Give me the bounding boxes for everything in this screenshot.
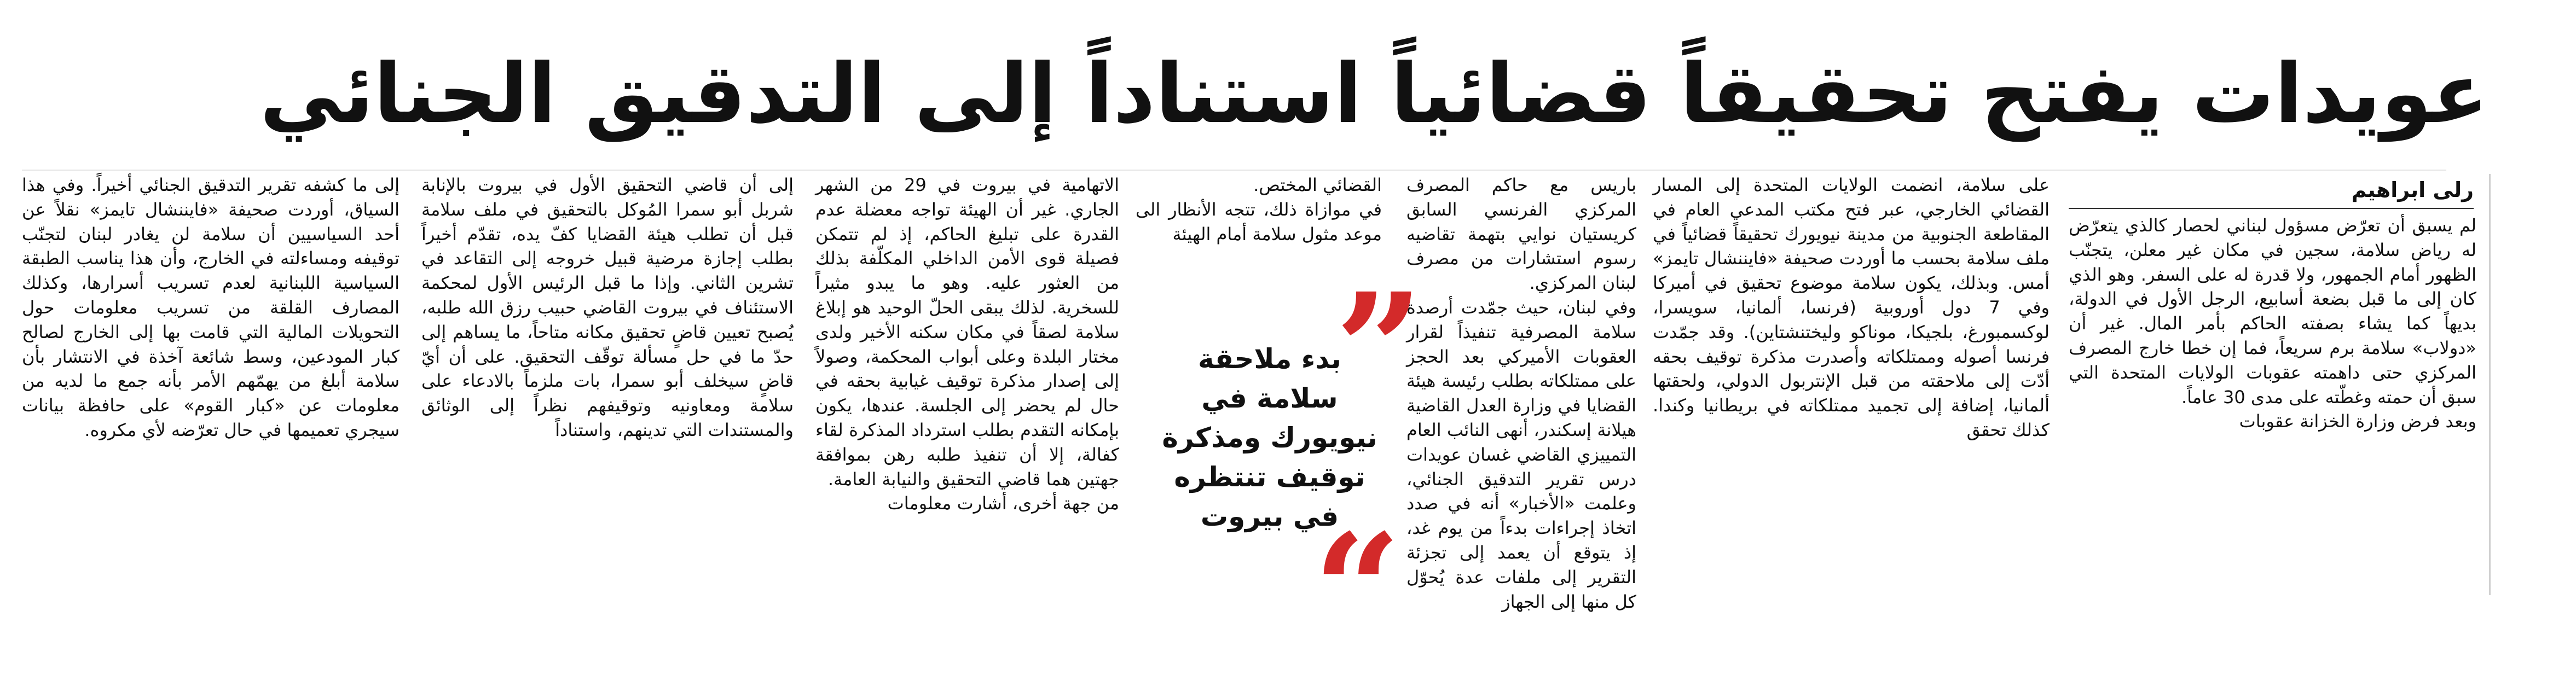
article-column-5: الاتهامية في بيروت في 29 من الشهر الجاري. غير أن الهيئة تواجه معضلة عدم القدرة على تبليغ الحاكم، إذ لم تتمكن فصيلة قوى الأمن الداخلي المكلّفة بذلك من العثور عليه. وهو ما يبدو مثيراً للسخرية. لذلك يبقى الحلّ الوحيد هو إبلاغ سلامة لصقاً في مكان سكنه الأخير ولدى مختار البلدة وعلى أبواب المحكمة، وصولاً إلى إصدار مذكرة توقيف غيابية بحقه في حال لم يحضر إلى الجلسة. عندها، يكون بإمكانه التقدم بطلب استرداد المذكرة لقاء كفالة، إلا أن تنفيذ طلبه رهن بموافقة جهتين هما قاضي التحقيق والنيابة العامة. من جهة أخرى، أشارت معلومات (815, 174, 1119, 514)
pull-quote: بدء ملاحقة سلامة في نيويورك ومذكرة توقيف تنتظره في بيروت (1162, 343, 1377, 532)
article-column-2: على سلامة، انضمت الولايات المتحدة إلى المسار القضائي الخارجي، عبر فتح مكتب المدعي العام في المقاطعة الجنوبية من مدينة نيويورك تحقيقاً قضائياً في ملف سلامة بحسب ما أوردت صحيفة «فايننشال تايمز» أمس. وبذلك، يكون سلامة موضوع تحقيق في أميركا وفي 7 دول أوروبية (فرنسا، ألمانيا، سويسرا، لوكسمبورغ، بلجيكا، موناكو وليختنشتاين). وقد جمّدت فرنسا أصوله وممتلكاته وأصدرت مذكرة توقيف بحقه أدّت إلى ملاحقته من قبل الإنتربول الدولي، ولحقتها ألمانيا، إضافة إلى تجميد ممتلكاته في بريطانيا وكندا. كذلك تحقق (1653, 174, 2050, 440)
article-column-1: لم يسبق أن تعرّض مسؤول لبناني لحصار كالذي يتعرّض له رياض سلامة، سجين في مكان غير معلن، يتجنّب الظهور أمام الجمهور، ولا قدرة له على السفر. وهو الذي كان إلى ما قبل بضعة أسابيع، الرجل الأول في الدولة، بديهاً كما يشاء بصفته الحاكم بأمر المال. غير أن «دولاب» سلامة برم سريعاً، فما إن خطا خارج المصرف المركزي حتى داهمته عقوبات الولايات المتحدة التي سبق أن حمته وغطّته على مدى 30 عاماً. وبعد فرض وزارة الخزانة عقوبات (2069, 215, 2476, 432)
article-column-3: باريس مع حاكم المصرف المركزي الفرنسي السابق كريستيان نوايي بتهمة تقاضيه رسوم استشارات من مصرف لبنان المركزي. وفي لبنان، حيث جمّدت أرصدة سلامة المصرفية تنفيذاً لقرار العقوبات الأميركي بعد الحجز على ممتلكاته بطلب رئيسة هيئة القضايا في وزارة العدل القاضية هيلانة إسكندر، أنهى النائب العام التمييزي القاضي غسان عويدات درس تقرير التدقيق الجنائي، وعلمت «الأخبار» أنه في صدد اتخاذ إجراءات بدءاً من يوم غد، إذ يتوقع أن يعمد إلى تجزئة التقرير إلى ملفات عدة يُحوّل كل منها إلى الجهاز (1406, 174, 1636, 612)
quote-close-icon: “ (1313, 501, 1402, 680)
byline-rule (2069, 208, 2474, 209)
quote-open-icon: ” (1335, 260, 1423, 440)
author-byline: رلى ابراهيم (2351, 178, 2474, 202)
vertical-divider (2489, 174, 2491, 595)
article-column-7: إلى ما كشفه تقرير التدقيق الجنائي أخيراً. وفي هذا السياق، أوردت صحيفة «فايننشال تايمز» نقلاً عن أحد السياسيين أن سلامة لن يغادر لبنان لتجنّب توقيفه ومساءلته في الخارج، وأن هذا يناسب الطبقة السياسية اللبنانية لعدم تسريب أسرارها، وكذلك المصارف القلقة من تسريب معلومات حول التحويلات المالية التي قامت بها إلى الخارج لصالح كبار المودعين، وسط شائعة آخذة في الانتشار بأن سلامة أبلغ من يهمّهم الأمر بأنه جمع ما لديه من معلومات عن «كبار القوم» على حافظة بيانات سيجري تعميمها في حال تعرّضه لأي مكروه. (22, 174, 400, 440)
article-column-4: القضائي المختص. في موازاة ذلك، تتجه الأنظار الى موعد مثول سلامة أمام الهيئة (1136, 174, 1382, 245)
article-column-6: إلى أن قاضي التحقيق الأول في بيروت بالإنابة شربل أبو سمرا المُوكل بالتحقيق في ملف سلامة قبل أن تطلب هيئة القضايا كفّ يده، تقدّم أخيراً بطلب إجازة مرضية قبيل خروجه إلى التقاعد في تشرين الثاني. وإذا ما قبل الرئيس الأول لمحكمة الاستئناف في بيروت القاضي حبيب رزق الله طلبه، يُصبح تعيين قاضٍ تحقيق مكانه متاحاً، ما يساهم إلى حدّ ما في حل مسألة توقّف التحقيق. على أن أيّ قاضٍ سيخلف أبو سمرا، بات ملزماً بالادعاء على سلامة ومعاونيه وتوقيفهم نظراً إلى الوثائق والمستندات التي تدينهم، واستناداً (421, 174, 794, 440)
headline: عويدات يفتح تحقيقاً قضائياً استناداً إلى التدقيق الجنائي (259, 46, 2488, 142)
header-divider (22, 170, 2446, 171)
